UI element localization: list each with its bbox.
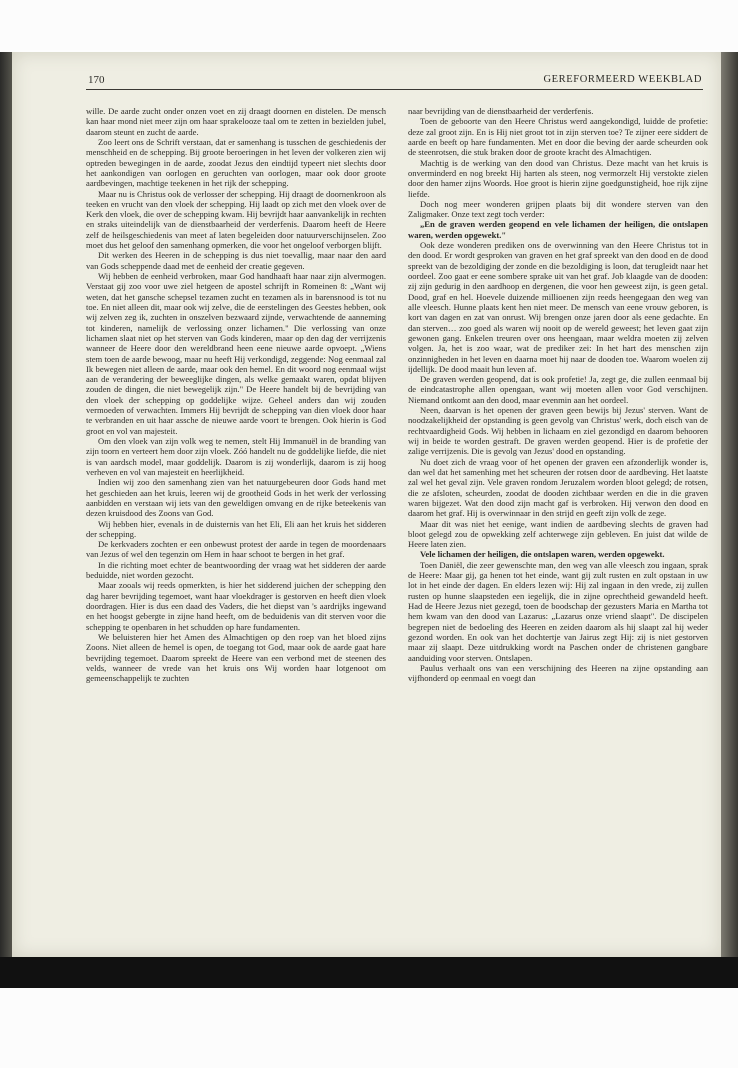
paragraph: Paulus verhaalt ons van een verschijning des Heeren na zijne opstanding aan vijfhonderd op eenmaal en voegt dan	[408, 662, 708, 684]
paragraph: „En de graven werden geopend en vele lichamen der heiligen, die ontslapen waren, werden opgewekt."	[408, 219, 708, 240]
paragraph: Maar nu is Christus ook de verlosser der schepping. Hij draagt de doornenkroon als teeken en vrucht van den vloek der schepping. Hij laadt op zich met den vloek over de Kerk den vloek, die over de schepping kwam. Hij bevrijdt haar aanvankelijk in rechten en straks uiteindelijk van de dienstbaarheid der verderfenis. Daarom heeft de Heere zelf de heilsgeschiedenis van meet af laten begeleiden door natuurverschijnselen. Zoo moet dus het geloof den samenhang opmerken, die voor het ongeloof verborgen blijft.	[86, 188, 386, 251]
paragraph: Dit werken des Heeren in de schepping is dus niet toevallig, maar naar den aard van Gods scheppende daad met de eenheid der creatie gegeven.	[86, 250, 386, 271]
paragraph: Toen de geboorte van den Heere Christus werd aangekondigd, luidde de profetie: deze zal groot zijn. En is Hij niet groot tot in zijn sterven toe? Te zijner eere siddert de aarde en beeft op hare fundamenten. Met en door die beving der aarde scheurden ook de steenrotsen, die stuk braken door de groote kracht des Almachtigen.	[408, 116, 708, 158]
paragraph: We beluisteren hier het Amen des Almachtigen op den roep van het bloed zijns Zoons. Niet alleen de hemel is open, de toegang tot God, maar ook de aarde gaat hare bevrijding tegemoet. Daarom spreekt de Heere van een verbond met de steenen des velds, wanneer de vrede van het kruis ons Wij worden haar lotgenoot om gemeenschappelijk te zuchten	[86, 631, 386, 684]
paragraph: Nu doet zich de vraag voor of het openen der graven een afzonderlijk wonder is, dan wel dat het samenhing met het scheuren der rotsen door de aardbeving. Het laatste zal wel het geval zijn. Vele graven rondom Jeruzalem worden bloot gelegd; de rotsen, die ze afsloten, scheurden, zoodat de dooden zichtbaar werden en die in die graven waren bijgezet. Wat den dood zijn macht gaf is verbroken. Hij verwon den dood en daarom het graf. Hij is overwinnaar in den strijd en geeft zijn volk de zege.	[408, 456, 708, 519]
header-rule	[86, 89, 703, 90]
paragraph: De graven werden geopend, dat is ook profetie! Ja, zegt ge, die zullen eenmaal bij de eindcatastrophe allen opengaan, want wij moeten allen voor God verschijnen. Niemand ontkomt aan den dood, maar evenmin aan het oordeel.	[408, 374, 708, 405]
paragraph: Machtig is de werking van den dood van Christus. Deze macht van het kruis is onverminderd en nog breekt Hij harten als steen, nog vermorzelt Hij verstokte zielen door den hamer zijns Woords. Hoe groot is hierin zijne goedgunstigheid, hoe rijk zijne liefde.	[408, 157, 708, 199]
scan-margin-top	[0, 0, 738, 50]
paragraph: wille. De aarde zucht onder onzen voet en zij draagt doornen en distelen. De mensch kan haar mond niet meer zijn om haar sprakelooze taal om te zetten in bezielden jubel, daarom steunt en zucht de aarde.	[86, 106, 386, 137]
running-header	[88, 74, 702, 90]
paragraph: Maar dit was niet het eenige, want indien de aardbeving slechts de graven had bloot gelegd zou de opwekking zelf achterwege zijn gebleven. En juist dat wilde de Heere laten zien.	[408, 518, 708, 550]
paragraph: Vele lichamen der heiligen, die ontslapen waren, werden opgewekt.	[420, 549, 665, 560]
left-column	[86, 106, 386, 951]
paragraph: De kerkvaders zochten er een onbewust protest der aarde in tegen de moordenaars van Jezus of wel den tegenzin om Hem in haar schoot te bergen in het graf.	[86, 539, 386, 560]
scan-margin-bottom	[0, 988, 738, 1068]
paragraph: Ook deze wonderen prediken ons de overwinning van den Heere Christus tot in den dood. Er wordt gesproken van graven en het graf spreekt van den dood en de dood spreekt van de bezoldiging der zonde en die bezoldiging is loon, dat terugleidt naar het oordeel. Zoo gaat er eene sombere sprake uit van het graf. Job klaagde van de dooden: zij zijn gedurig in den aardhoop en dergenen, die voor hen geweest zijn, is geen getal. Dood, graf en hel. Hoevele duizende millioenen zijn reeds heengegaan den weg van alle vleesch. Hunne plaats kent hen niet meer. De mensch van eene vrouw geboren, is kort van dagen en zat van onrust. Wij brengen onze jaren door als eene gedachte. En dan sterven… zoo goed als waren wij nooit op de wereld geweest; het leven gaat zijn gewonen gang. Enkelen treuren over ons heengaan, maar weldra moeten zij zelven volgen. Ja, het is zoo waar, wat de prediker zei: In het hart des menschen zijn onzinnigheden in het leven en daarna moet hij naar de dooden toe. Waarom woelen zij ijdellijk. De dood maait hun leven af.	[408, 240, 708, 374]
paragraph: In die richting moet echter de beantwoording der vraag wat het sidderen der aarde beduidde, niet worden gezocht.	[86, 559, 386, 581]
right-column	[408, 106, 708, 951]
page-edge-shadow	[721, 52, 738, 957]
paragraph: Wij hebben de eenheid verbroken, maar God handhaaft haar naar zijn alvermogen. Verstaat gij zoo voor uwe ziel hetgeen de apostel schrijft in Romeinen 8: „Want wij weten, dat het gansche schepsel tezamen zucht en tezamen als in barensnood is tot nu toe. En niet alleen dit, maar ook wij zelve, die de eerstelingen des Geestes hebben, ook wij zelven zeg ik, zuchten in onszelven bezwaard zijnde, verwachtende de aanneming tot kinderen, namelijk de verlossing onzer lichamen." Die verlossing van onze lichamen slaat niet op het sterven van Gods kinderen, maar op den dag der verrijzenis wanneer de Heere door den wereldbrand heen eene nieuwe aarde opvoept. „Wiens stem toen de aarde bewoog, maar nu heeft Hij verkondigd, zeggende: Nog eenmaal zal Ik bewegen niet alleen de aarde, maar ook den hemel. En dit woord nog eenmaal wijst aan de verandering der beweeglijke dingen, als welke gemaakt waren, opdat blijven zouden de dingen, die niet bewegelijk zijn." De Heere handelt bij de bevrijding van den vloek der schepping op goddelijke wijze. Geheel anders dan wij zouden vermoeden of verwachten. Immers Hij bevrijdt de schepping van dien vloek door haar te verbranden en uit haar assche de nieuwe aarde voort te brengen. Ook hierin is God groot en vol van majesteit.	[86, 271, 386, 436]
paragraph: Zoo leert ons de Schrift verstaan, dat er samenhang is tusschen de geschiedenis der menschheid en de schepping. Bij groote beroeringen in het leven der volkeren zien wij optreden bewegingen in de aarde, zoodat Jezus den eindtijd typeert niet slechts door het aankondigen van oorlogen en geruchten van oorlogen, maar ook door groote aardbevingen, machtige teekenen in het rijk der schepping.	[86, 136, 386, 189]
journal-title: GEREFORMEERD WEEKBLAD	[543, 74, 702, 85]
paragraph: Doch nog meer wonderen grijpen plaats bij dit wondere sterven van den Zaligmaker. Onze text zegt toch verder:	[408, 198, 708, 220]
paragraph: Indien wij zoo den samenhang zien van het natuurgebeuren door Gods hand met het geschieden aan het kruis, leeren wij de grootheid Gods in het werk der verlossing aanbidden en verstaan wij iets van den geweldigen omvang en de rijke beteekenis van dezen kruisdood des Zoons van God.	[86, 477, 386, 519]
scan-border-bottom	[0, 957, 738, 988]
paragraph: Om den vloek van zijn volk weg te nemen, stelt Hij Immanuël in de branding van zijn toorn en verteert hem door zijn vloek. Zóó handelt nu de goddelijke liefde, die niet is van aardsch model, maar goddelijk. Daarom is zij wonderlijk, daarom is zij hoog verheven en vol van majesteit en heerlijkheid.	[86, 436, 386, 477]
page-number: 170	[88, 74, 105, 86]
binding-edge	[0, 52, 12, 957]
paragraph: Toen Daniël, die zeer gewenschte man, den weg van alle vleesch zou ingaan, sprak de Heere: Maar gij, ga henen tot het einde, want gij zult rusten en zult opstaan in uw lot in het einde der dagen. En elders lezen wij: Hij zal ingaan in den vrede, zij zullen rusten op hunne slaapsteden een iegelijk, die in zijne oprechtheid gewandeld heeft. Had de Heere Jezus niet gezegd, toen de boodschap der gezusters Maria en Martha tot hem kwam van den dood van Lazarus: „Lazarus onze vriend slaapt". De discipelen begrepen niet de bedoeling des Heeren en zeiden daarom als hij slaapt zal hij weder gezond worden. En ook van het dochtertje van Jairus zegt Hij: zij is niet gestorven maar zij slaapt. Deze uitdrukking wordt na Paschen onder de christenen gangbare aanduiding voor sterven. Ontslapen.	[408, 559, 708, 663]
paragraph: Maar zooals wij reeds opmerkten, is hier het sidderend juichen der schepping den dag harer bevrijding tegemoet, want haar vloekdrager is gestorven en heeft dien vloek doordragen. Hier is dus een daad des Vaders, die het diepst van 's aardrijks ingewand en het hoogst gebergte in zijne hand heeft, om de beduidenis van dit sterven voor die schepping te openbaren in het schudden op hare fundamenten.	[86, 580, 386, 632]
paragraph: naar bevrijding van de dienstbaarheid der verderfenis.	[408, 106, 594, 116]
paragraph: Wij hebben hier, evenals in de duisternis van het Eli, Eli aan het kruis het sidderen der schepping.	[86, 518, 386, 539]
paragraph: Neen, daarvan is het openen der graven geen bewijs bij Jezus' sterven. Want de noodzakelijkheid der opstanding is geen gevolg van Christus' werk, doch eisch van de rechtvaardigheid Gods. Wij hebben in lichaam en ziel gezondigd en daarom behooren wij in beide te worden gestraft. De graven werden geopend. Hier is de profetie der zalige verrijzenis. Die is gevolg van Jezus' dood en opstanding.	[408, 405, 708, 457]
